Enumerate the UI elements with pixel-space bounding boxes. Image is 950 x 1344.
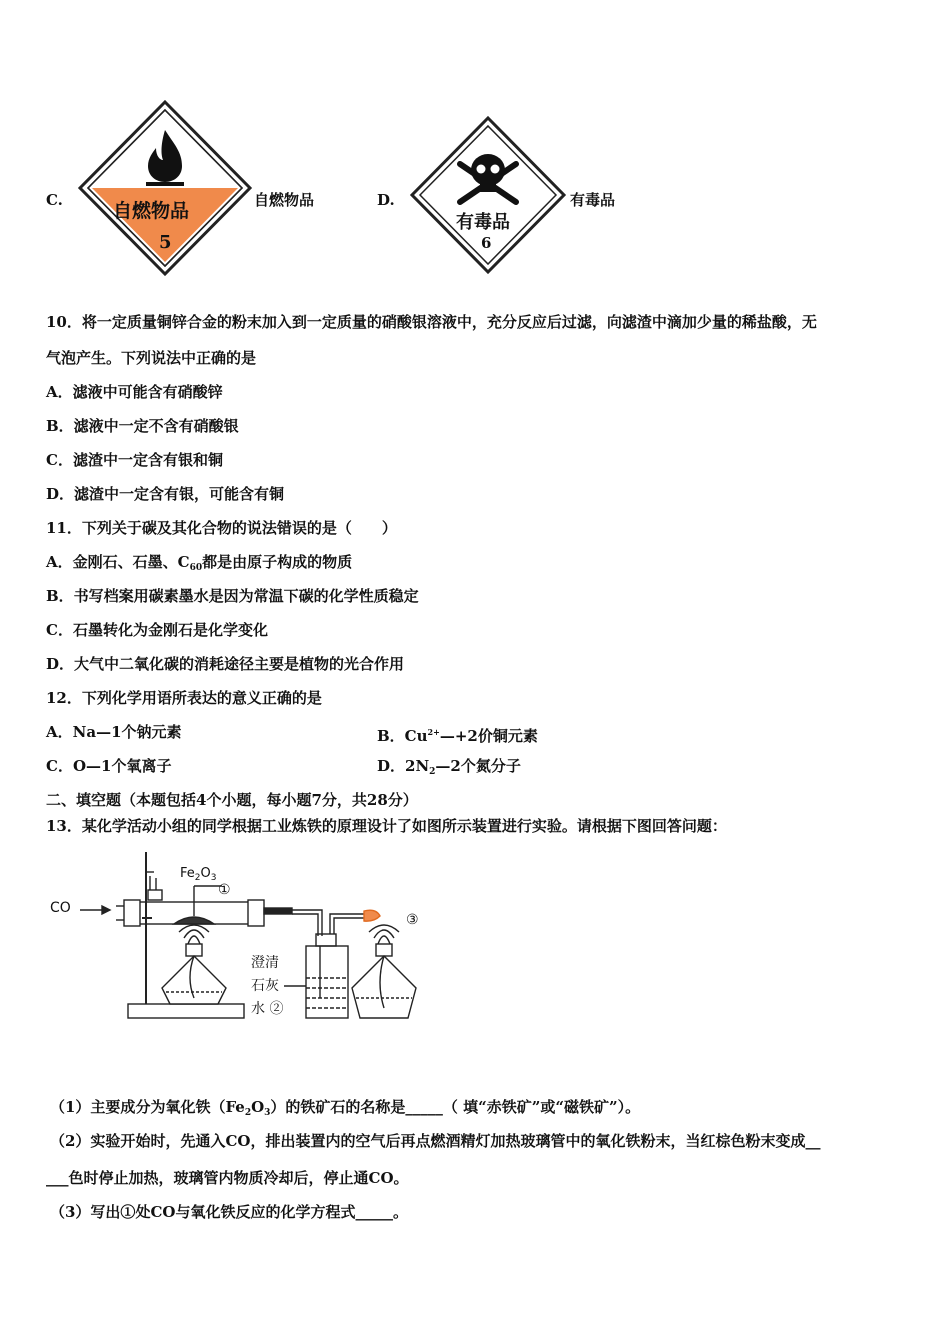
option-d-caption: 有毒品 (570, 191, 616, 209)
q11-option-a: A．金刚石、石墨、$C_{60}$都是由原子构成的物质 (46, 553, 353, 573)
q11-option-b: B．书写档案用碳素墨水是因为常温下碳的化学性质稳定 (46, 587, 419, 605)
q10-stem-line1: 10．将一定质量铜锌合金的粉末加入到一定质量的硝酸银溶液中，充分反应后过滤，向滤渣中滴加少量的稀盐酸，无 (46, 313, 817, 331)
marker-1: ① (218, 882, 231, 898)
co-label: CO (50, 900, 71, 916)
marker-2: ② (269, 1001, 284, 1017)
q11-option-c: C．石墨转化为金刚石是化学变化 (46, 621, 268, 639)
q11-stem: 11．下列关于碳及其化合物的说法错误的是（ ） (46, 519, 397, 537)
section-heading: 二、填空题（本题包括4个小题，每小题7分，共28分） (46, 791, 418, 809)
flammable-sign-text: 自燃物品 (113, 200, 190, 222)
q13-part3: （3）写出①处CO与氧化铁反应的化学方程式_____。 (50, 1203, 408, 1221)
q10-option-b: B．滤液中一定不含有硝酸银 (46, 417, 239, 435)
apparatus-diagram (44, 848, 444, 1028)
option-c-caption: 自燃物品 (254, 191, 315, 209)
q10-option-a: A．滤液中可能含有硝酸锌 (46, 383, 223, 401)
q12-option-b: B．$Cu^{2+}—+2$价铜元素 (377, 727, 538, 745)
q12-option-c: C．O—1个氧离子 (46, 757, 172, 775)
tail-flame (364, 910, 380, 921)
q12-option-d: D．$2N_2—2$个氮分子 (377, 757, 521, 777)
toxic-sign-text: 有毒品 (456, 212, 510, 233)
q13-part1: （1）主要成分为氧化铁$(Fe_2O_3)$的铁矿石的名称是_____（ 填“赤铁矿”或“磁铁矿”）。 (50, 1098, 641, 1118)
marker-3: ③ (406, 912, 419, 928)
option-c-letter: C. (46, 191, 63, 209)
q10-stem-line2: 气泡产生。下列说法中正确的是 (46, 349, 257, 367)
fe2o3-label: $Fe_2O_3$ (180, 866, 217, 883)
q11-option-d: D．大气中二氧化碳的消耗途径主要是植物的光合作用 (46, 655, 405, 673)
flammable-sign-number: 5 (159, 232, 172, 253)
toxic-sign-number: 6 (481, 234, 492, 252)
q13-part2-line1: （2）实验开始时，先通入CO，排出装置内的空气后再点燃酒精灯加热玻璃管中的氧化铁粉末，当红棕色粉末变成__ (50, 1132, 821, 1150)
lime-water-label: 澄清 石灰 水 ② (251, 955, 284, 1017)
q10-option-c: C．滤渣中一定含有银和铜 (46, 451, 223, 469)
option-d-letter: D. (377, 191, 395, 209)
q13-part2-line2: ___色时停止加热，玻璃管内物质冷却后，停止通CO。 (46, 1169, 409, 1187)
q12-option-a: A．Na—1个钠元素 (46, 723, 182, 741)
q10-option-d: D．滤渣中一定含有银，可能含有铜 (46, 485, 285, 503)
q13-stem: 13．某化学活动小组的同学根据工业炼铁的原理设计了如图所示装置进行实验。请根据下图回答问题： (46, 817, 727, 835)
q12-stem: 12．下列化学用语所表达的意义正确的是 (46, 689, 322, 707)
powder-pile (174, 917, 214, 924)
